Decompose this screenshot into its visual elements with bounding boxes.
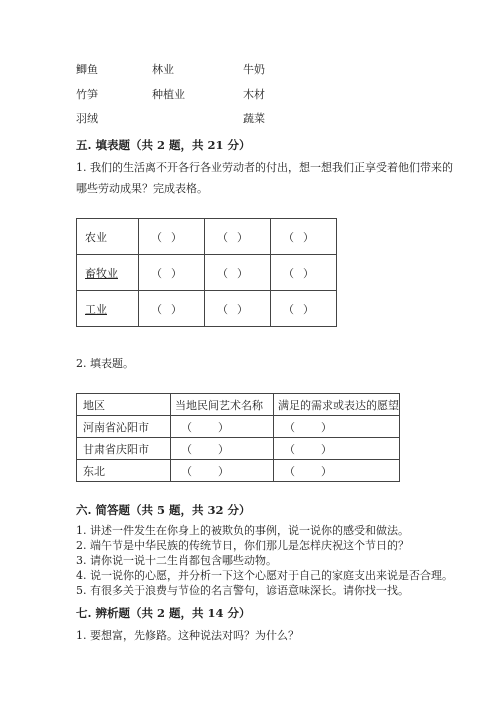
word-item: 竹笋 xyxy=(76,88,98,101)
table-header-row xyxy=(77,394,400,416)
word-item: 蔬菜 xyxy=(243,112,265,125)
word-item: 鲫鱼 xyxy=(76,63,98,76)
answer-cell[interactable]: （ ） xyxy=(205,255,271,291)
word-item: 林业 xyxy=(152,63,174,76)
row-label: 工业 xyxy=(77,291,139,327)
answer-cell[interactable]: （ ） xyxy=(274,416,400,438)
table-row xyxy=(77,460,400,482)
table-row xyxy=(77,416,400,438)
question-text: 3. 请你说一说十二生肖都包含哪些动物。 xyxy=(76,554,277,567)
folk-art-table xyxy=(76,393,400,482)
section-six-title: 六. 简答题（共 5 题，共 32 分） xyxy=(76,503,251,517)
region-cell: 东北 xyxy=(77,460,171,482)
answer-cell[interactable]: （ ） xyxy=(171,416,274,438)
column-header: 满足的需求或表达的愿望 xyxy=(274,394,400,416)
region-cell: 河南省沁阳市 xyxy=(77,416,171,438)
word-item: 牛奶 xyxy=(243,63,265,76)
answer-cell[interactable]: （ ） xyxy=(139,255,205,291)
answer-cell[interactable]: （ ） xyxy=(271,219,337,255)
section-seven-title: 七. 辨析题（共 2 题，共 14 分） xyxy=(76,606,251,620)
question-text: 2. 填表题。 xyxy=(76,357,134,370)
answer-cell[interactable]: （ ） xyxy=(205,219,271,255)
question-text: 1. 我们的生活离不开各行各业劳动者的付出，想一想我们正享受着他们带来的 xyxy=(76,161,453,174)
table-row xyxy=(77,291,337,327)
question-text: 2. 端午节是中华民族的传统节日，你们那儿是怎样庆祝这个节日的？ xyxy=(76,539,409,552)
answer-cell[interactable]: （ ） xyxy=(205,291,271,327)
row-label: 农业 xyxy=(77,219,139,255)
question-text: 1. 要想富，先修路。这种说法对吗？为什么？ xyxy=(76,629,299,642)
section-five-title: 五. 填表题（共 2 题，共 21 分） xyxy=(76,138,251,152)
answer-cell[interactable]: （ ） xyxy=(271,255,337,291)
column-header: 当地民间艺术名称 xyxy=(171,394,274,416)
question-text: 哪些劳动成果？完成表格。 xyxy=(76,182,208,195)
word-item: 羽绒 xyxy=(76,112,98,125)
answer-cell[interactable]: （ ） xyxy=(274,438,400,460)
column-header: 地区 xyxy=(77,394,171,416)
table-row xyxy=(77,219,337,255)
answer-cell[interactable]: （ ） xyxy=(139,219,205,255)
question-text: 1. 讲述一件发生在你身上的被欺负的事例，说一说你的感受和做法。 xyxy=(76,524,409,537)
question-text: 4. 说一说你的心愿，并分析一下这个心愿对于自己的家庭支出来说是否合理。 xyxy=(76,569,453,582)
row-label: 畜牧业 xyxy=(77,255,139,291)
table-row xyxy=(77,255,337,291)
question-text: 5. 有很多关于浪费与节俭的名言警句，谚语意味深长。请你找一找。 xyxy=(76,584,409,597)
answer-cell[interactable]: （ ） xyxy=(139,291,205,327)
word-item: 种植业 xyxy=(152,88,185,101)
answer-cell[interactable]: （ ） xyxy=(271,291,337,327)
word-item: 木材 xyxy=(243,88,265,101)
answer-cell[interactable]: （ ） xyxy=(171,460,274,482)
region-cell: 甘肃省庆阳市 xyxy=(77,438,171,460)
answer-cell[interactable]: （ ） xyxy=(171,438,274,460)
answer-cell[interactable]: （ ） xyxy=(274,460,400,482)
labor-results-table xyxy=(76,218,337,327)
table-row xyxy=(77,438,400,460)
